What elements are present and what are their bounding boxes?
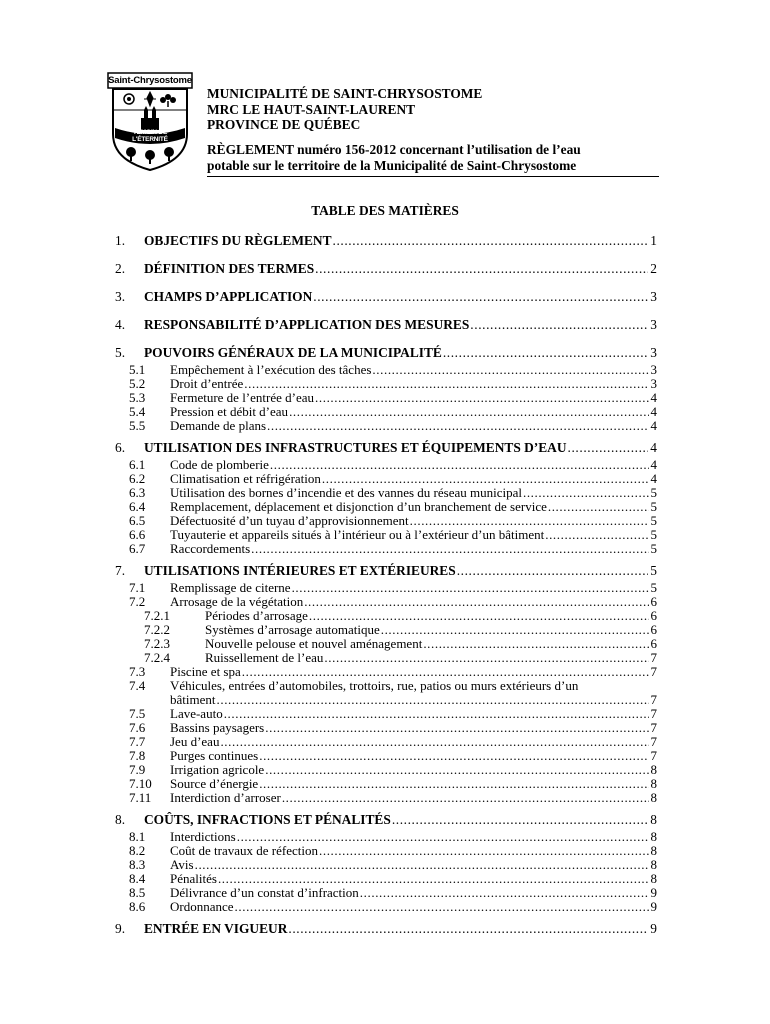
toc-entry-page: 8 xyxy=(650,857,657,872)
toc-entry-page: 8 xyxy=(650,776,657,791)
toc-entry-number: 5.1 xyxy=(129,362,146,377)
toc-entry-number: 8.6 xyxy=(129,899,146,914)
header-line: MUNICIPALITÉ DE SAINT-CHRYSOSTOME xyxy=(207,86,483,101)
toc-entry-title: COÛTS, INFRACTIONS ET PÉNALITÉS xyxy=(144,812,391,827)
toc-subsection-entry[interactable] xyxy=(0,418,770,434)
toc-section-entry[interactable] xyxy=(0,812,770,828)
toc-entry-number: 8.3 xyxy=(129,857,146,872)
toc-dot-leader xyxy=(567,440,649,456)
header-line: PROVINCE DE QUÉBEC xyxy=(207,117,361,133)
toc-dot-leader xyxy=(312,289,648,305)
toc-entry-number: 3. xyxy=(115,289,126,304)
toc-entry-title: Piscine et spa xyxy=(170,664,241,679)
toc-entry-title: Défectuosité d’un tuyau d’approvisionnement xyxy=(170,513,409,528)
toc-entry-page: 7 xyxy=(650,748,657,763)
toc-entry-number: 6.1 xyxy=(129,457,146,472)
toc-entry-title: Code de plomberie xyxy=(170,457,269,472)
toc-entry-title: Pression et débit d’eau xyxy=(170,404,289,419)
municipality-header xyxy=(207,86,482,133)
regulation-title-line: potable sur le territoire de la Municipalité de Saint-Chrysostome xyxy=(207,157,577,173)
toc-entry-number: 6.5 xyxy=(129,513,146,528)
toc-entry-number: 8.2 xyxy=(129,843,146,858)
toc-entry-page: 8 xyxy=(650,790,657,805)
toc-entry-page: 1 xyxy=(650,233,657,248)
toc-entry-page: 3 xyxy=(650,362,657,377)
toc-entry-title: Coût de travaux de réfection xyxy=(170,843,318,858)
logo-motto: TÉMOIN DE L'ÉTERNITÉ xyxy=(132,129,168,143)
toc-dot-leader xyxy=(234,899,649,915)
toc-entry-page: 4 xyxy=(650,404,657,419)
toc-entry-title: Véhicules, entrées d’automobiles, trottoirs, rue, patios ou murs extérieurs d’un xyxy=(170,678,579,693)
toc-entry-page: 4 xyxy=(650,418,657,433)
toc-entry-page: 9 xyxy=(650,899,657,914)
toc-entry-page: 5 xyxy=(650,499,657,514)
toc-entry-title: Pénalités xyxy=(170,871,217,886)
toc-entry-number: 7.1 xyxy=(129,580,146,595)
toc-entry-page: 7 xyxy=(650,650,657,665)
toc-entry-title: Demande de plans xyxy=(170,418,267,433)
toc-section-entry[interactable] xyxy=(0,440,770,456)
toc-entry-title: RESPONSABILITÉ D’APPLICATION DES MESURES xyxy=(144,317,470,332)
toc-entry-title: Périodes d’arrosage xyxy=(205,608,308,623)
header-line: MRC LE HAUT-SAINT-LAURENT xyxy=(207,101,416,117)
toc-subsection-entry[interactable] xyxy=(0,541,770,557)
toc-entry-number: 7.7 xyxy=(129,734,146,749)
toc-entry-number: 2. xyxy=(115,261,126,276)
toc-entry-title: Utilisation des bornes d’incendie et des vannes du réseau municipal xyxy=(170,485,522,500)
toc-entry-number: 5.2 xyxy=(129,376,146,391)
municipality-logo xyxy=(107,72,193,172)
coat-of-arms-icon xyxy=(107,72,193,172)
toc-entry-page: 3 xyxy=(650,289,657,304)
toc-entry-number: 7.2.2 xyxy=(144,622,170,637)
toc-entry-page: 6 xyxy=(650,622,657,637)
toc-dot-leader xyxy=(281,790,649,806)
toc-section-entry[interactable] xyxy=(0,563,770,579)
toc-entry-number: 7.3 xyxy=(129,664,146,679)
toc-entry-page: 6 xyxy=(650,594,657,609)
toc-entry-number: 7.10 xyxy=(129,776,152,791)
toc-entry-page: 7 xyxy=(650,664,657,679)
toc-entry-title: Climatisation et réfrigération xyxy=(170,471,321,486)
toc-entry-page: 7 xyxy=(650,692,657,707)
toc-entry-page: 4 xyxy=(650,440,657,455)
toc-section-entry[interactable] xyxy=(0,261,770,277)
toc-entry-number: 6.3 xyxy=(129,485,146,500)
toc-entry-number: 7.2.1 xyxy=(144,608,170,623)
toc-entry-number: 8.5 xyxy=(129,885,146,900)
toc-entry-number: 5.4 xyxy=(129,404,146,419)
toc-entry-number: 7.8 xyxy=(129,748,146,763)
toc-entry-page: 3 xyxy=(650,345,657,360)
toc-entry-page: 5 xyxy=(650,563,657,578)
toc-dot-leader xyxy=(469,317,648,333)
toc-entry-title: Remplissage de citerne xyxy=(170,580,291,595)
toc-entry-page: 7 xyxy=(650,706,657,721)
toc-entry-number: 8.1 xyxy=(129,829,146,844)
toc-entry-page: 7 xyxy=(650,720,657,735)
toc-entry-page: 7 xyxy=(650,734,657,749)
toc-entry-page: 8 xyxy=(650,843,657,858)
toc-entry-title: Bassins paysagers xyxy=(170,720,265,735)
toc-subsection-entry[interactable] xyxy=(0,899,770,915)
toc-entry-page: 8 xyxy=(650,871,657,886)
toc-entry-page: 2 xyxy=(650,261,657,276)
toc-entry-page: 5 xyxy=(650,541,657,556)
toc-entry-title: Source d’énergie xyxy=(170,776,259,791)
toc-entry-title: Remplacement, déplacement et disjonction d’un branchement de service xyxy=(170,499,547,514)
toc-entry-title: UTILISATIONS INTÉRIEURES ET EXTÉRIEURES xyxy=(144,563,456,578)
toc-entry-title: Interdiction d’arroser xyxy=(170,790,281,805)
toc-entry-title: OBJECTIFS DU RÈGLEMENT xyxy=(144,233,332,248)
toc-entry-title: Délivrance d’un constat d’infraction xyxy=(170,885,359,900)
toc-entry-number: 6.6 xyxy=(129,527,146,542)
toc-entry-page: 5 xyxy=(650,527,657,542)
toc-entry-title: Empêchement à l’exécution des tâches xyxy=(170,362,372,377)
toc-entry-number: 1. xyxy=(115,233,126,248)
toc-entry-page: 3 xyxy=(650,317,657,332)
toc-entry-title: Raccordements xyxy=(170,541,251,556)
toc-entry-title: Irrigation agricole xyxy=(170,762,265,777)
toc-section-entry[interactable] xyxy=(0,233,770,249)
regulation-title-line: RÈGLEMENT numéro 156-2012 concernant l’utilisation de l’eau xyxy=(207,142,581,157)
toc-dot-leader xyxy=(456,563,649,579)
toc-entry-title: Tuyauterie et appareils situés à l’intérieur ou à l’extérieur d’un bâtiment xyxy=(170,527,545,542)
toc-entry-title: Avis xyxy=(170,857,194,872)
toc-entry-title: bâtiment xyxy=(170,692,216,707)
toc-entry-title: ENTRÉE EN VIGUEUR xyxy=(144,921,288,936)
toc-entry-number: 6.7 xyxy=(129,541,146,556)
toc-dot-leader xyxy=(314,261,648,277)
toc-entry-page: 9 xyxy=(650,921,657,936)
toc-entry-page: 4 xyxy=(650,471,657,486)
toc-entry-page: 8 xyxy=(650,762,657,777)
toc-entry-title: Nouvelle pelouse et nouvel aménagement xyxy=(205,636,423,651)
toc-entry-title: Interdictions xyxy=(170,829,236,844)
toc-entry-title: Arrosage de la végétation xyxy=(170,594,304,609)
toc-entry-page: 4 xyxy=(650,457,657,472)
toc-entry-number: 7.9 xyxy=(129,762,146,777)
toc-entry-title: Jeu d’eau xyxy=(170,734,220,749)
regulation-title xyxy=(207,142,659,177)
toc-entry-page: 6 xyxy=(650,608,657,623)
toc-entry-title: CHAMPS D’APPLICATION xyxy=(144,289,313,304)
toc-section-entry[interactable] xyxy=(0,289,770,305)
toc-entry-number: 6.2 xyxy=(129,471,146,486)
toc-entry-title: Ruissellement de l’eau xyxy=(205,650,324,665)
toc-entry-page: 8 xyxy=(650,812,657,827)
toc-entry-page: 8 xyxy=(650,829,657,844)
logo-label: Saint-Chrysostome xyxy=(108,75,192,86)
toc-entry-title: Ordonnance xyxy=(170,899,234,914)
toc-entry-number: 4. xyxy=(115,317,126,332)
toc-entry-title: DÉFINITION DES TERMES xyxy=(144,261,315,276)
toc-entry-number: 8. xyxy=(115,812,126,827)
toc-entry-number: 7.2.4 xyxy=(144,650,170,665)
toc-dot-leader xyxy=(442,345,648,361)
toc-section-entry[interactable] xyxy=(0,921,770,937)
toc-entry-number: 9. xyxy=(115,921,126,936)
toc-subsection-entry[interactable] xyxy=(0,790,770,806)
toc-dot-leader xyxy=(287,921,648,937)
toc-entry-number: 7.11 xyxy=(129,790,152,805)
toc-section-entry[interactable] xyxy=(0,317,770,333)
toc-entry-title: POUVOIRS GÉNÉRAUX DE LA MUNICIPALITÉ xyxy=(144,345,442,360)
toc-entry-number: 7. xyxy=(115,563,126,578)
toc-entry-title: UTILISATION DES INFRASTRUCTURES ET ÉQUIPEMENTS D’EAU xyxy=(144,440,567,455)
toc-entry-number: 7.6 xyxy=(129,720,146,735)
toc-entry-number: 7.5 xyxy=(129,706,146,721)
toc-heading: TABLE DES MATIÈRES xyxy=(311,203,459,218)
toc-entry-title: Droit d’entrée xyxy=(170,376,244,391)
toc-dot-leader xyxy=(250,541,648,557)
toc-entry-page: 5 xyxy=(650,580,657,595)
toc-entry-title: Purges continues xyxy=(170,748,259,763)
toc-entry-page: 5 xyxy=(650,485,657,500)
toc-entry-page: 3 xyxy=(650,376,657,391)
toc-entry-number: 7.2 xyxy=(129,594,146,609)
toc-entry-page: 9 xyxy=(650,885,657,900)
toc-entry-number: 7.2.3 xyxy=(144,636,170,651)
toc-entry-title: Lave-auto xyxy=(170,706,223,721)
toc-entry-number: 8.4 xyxy=(129,871,146,886)
toc-entry-title: Systèmes d’arrosage automatique xyxy=(205,622,380,637)
toc-dot-leader xyxy=(332,233,649,249)
toc-entry-number: 7.4 xyxy=(129,678,146,693)
toc-dot-leader xyxy=(391,812,648,828)
toc-entry-number: 5.3 xyxy=(129,390,146,405)
toc-section-entry[interactable] xyxy=(0,345,770,361)
toc-entry-number: 5.5 xyxy=(129,418,146,433)
toc-dot-leader xyxy=(266,418,648,434)
toc-entry-number: 6.4 xyxy=(129,499,146,514)
toc-entry-number: 6. xyxy=(115,440,126,455)
toc-entry-page: 5 xyxy=(650,513,657,528)
toc-entry-title: Fermeture de l’entrée d’eau xyxy=(170,390,315,405)
toc-entry-page: 6 xyxy=(650,636,657,651)
toc-entry-number: 5. xyxy=(115,345,126,360)
toc-entry-page: 4 xyxy=(650,390,657,405)
